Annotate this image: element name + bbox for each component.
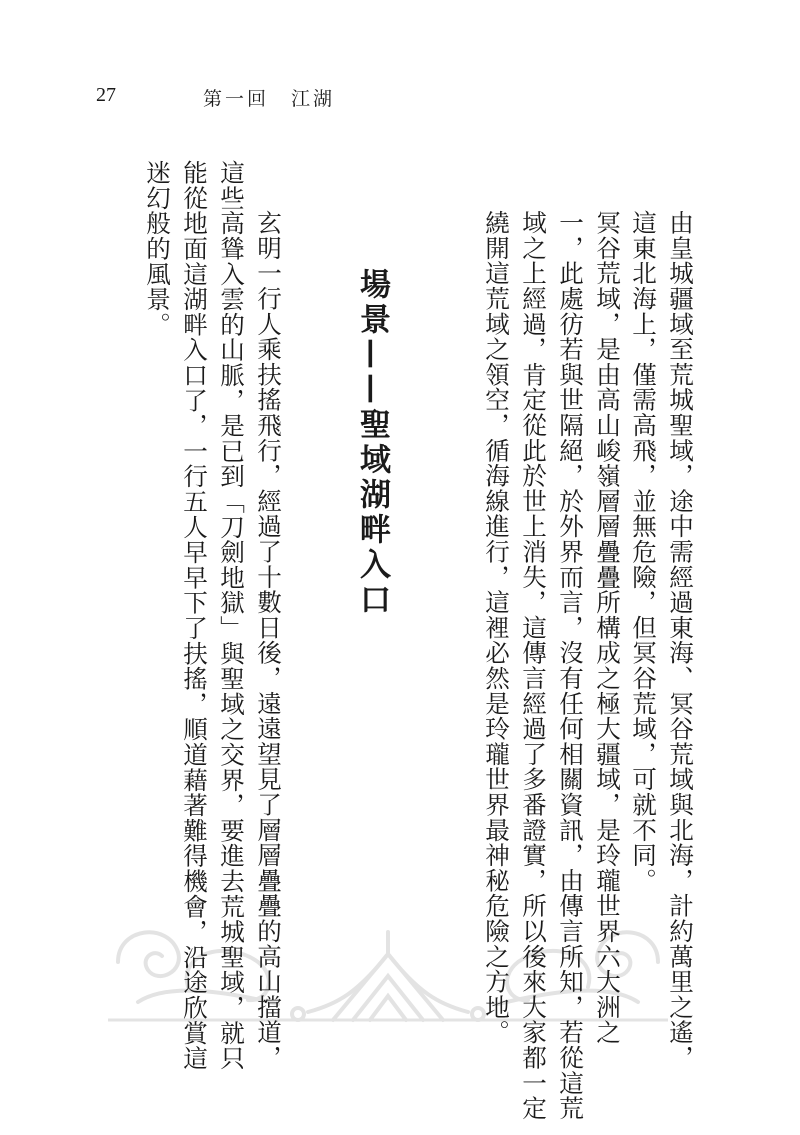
- text-column-8: 這些高聳入雲的山脈，是已到「刀劍地獄」與聖域之交界，要進去荒城聖域，就只: [217, 160, 246, 1071]
- text-column-10: 迷幻般的風景。: [143, 160, 172, 338]
- text-column-1: 由皇城疆域至荒城聖域，途中需經過東海、冥谷荒域與北海，計約萬里之遙，: [666, 210, 695, 1071]
- text-column-6: 繞開這荒域之領空，循海線進行，這裡必然是玲瓏世界最神秘危險之方地。: [482, 210, 511, 1045]
- text-column-3: 冥谷荒域，是由高山峻嶺層層疊疊所構成之極大疆域，是玲瓏世界六大洲之: [593, 210, 622, 1045]
- text-column-2: 這東北海上，僅需高飛，並無危險，但冥谷荒域，可就不同。: [629, 210, 658, 894]
- text-column-4: 一，此處彷若與世隔絕，於外界而言，沒有任何相關資訊，由傳言所知，若從這荒: [556, 210, 585, 1121]
- text-column-5: 域之上經過，肯定從此於世上消失，這傳言經過了多番證實，所以後來大家都一定: [519, 210, 548, 1121]
- text-column-9: 能從地面這湖畔入口了，一行五人早早下了扶搖，順道藉著難得機會，沿途欣賞這: [180, 160, 209, 1071]
- running-head: 第一回 江湖: [203, 88, 336, 110]
- page-number: 27: [96, 84, 116, 106]
- text-column-7: 玄明一行人乘扶搖飛行，經過了十數日後，遠遠望見了層層疊疊的高山擋道，: [254, 210, 283, 1071]
- section-heading: 場景——聖域湖畔入口: [354, 268, 390, 618]
